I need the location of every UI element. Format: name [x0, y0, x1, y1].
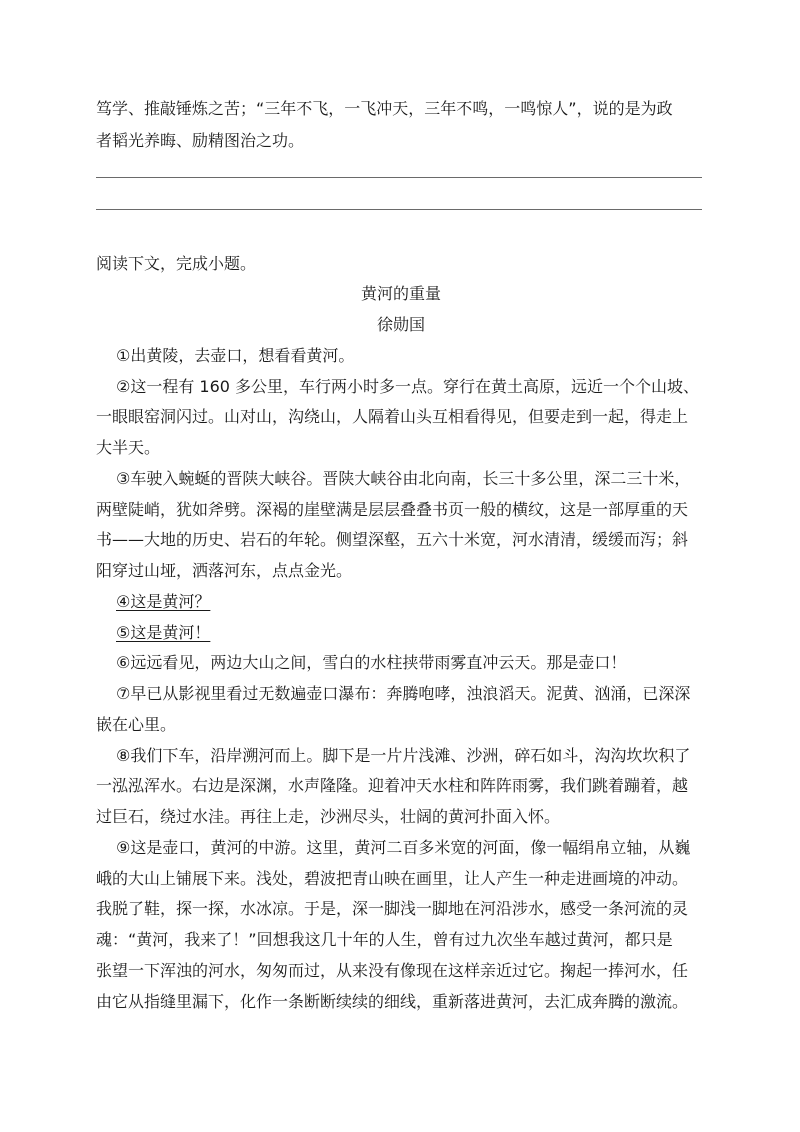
paragraph-line: 魂：“黄河，我来了！”回想我这几十年的人生，曾有过九次坐车越过黄河，都只是 — [96, 930, 673, 949]
paragraph-line: 大半天。 — [96, 438, 161, 457]
paragraph-line: 峨的大山上铺展下来。浅处，碧波把青山映在画里，让人产生一种走进画境的冲动。 — [96, 869, 689, 888]
paragraph-line: 书——大地的历史、岩石的年轮。侧望深壑，五六十米宽，河水清清，缓缓而泻；斜 — [96, 530, 689, 549]
paragraph-line: 张望一下浑浊的河水，匆匆而过，从来没有像现在这样亲近过它。掬起一捧河水，任 — [96, 961, 689, 980]
paragraph-line: 过巨石，绕过水洼。再往上走，沙洲尽头，壮阔的黄河扑面入怀。 — [96, 807, 561, 826]
paragraph-line: 一眼眼窑洞闪过。山对山，沟绕山，人隔着山头互相看得见，但要走到一起，得走上 — [96, 407, 689, 426]
article-title: 黄河的重量 — [360, 284, 441, 303]
article-author: 徐勋国 — [376, 315, 425, 334]
answer-line — [96, 209, 702, 210]
paragraph-line: 由它从指缝里漏下，化作一条断断续续的细线，重新落进黄河，去汇成奔腾的激流。 — [96, 992, 689, 1011]
paragraph-line: ⑦早已从影视里看过无数遍壶口瀑布：奔腾咆哮，浊浪滔天。泥黄、汹涌，已深深 — [116, 684, 691, 703]
passage-line: 笃学、推敲锤炼之苦；“三年不飞，一飞冲天，三年不鸣，一鸣惊人”，说的是为政 — [96, 99, 673, 118]
paragraph-line: 嵌在心里。 — [96, 715, 177, 734]
paragraph-line: ①出黄陵，去壶口，想看看黄河。 — [116, 346, 355, 365]
paragraph-line: ⑨这是壶口，黄河的中游。这里，黄河二百多米宽的河面，像一幅绢帛立轴，从巍 — [116, 838, 691, 857]
paragraph-line: 两壁陡峭，犹如斧劈。深褐的崖壁满是层层叠叠书页一般的横纹，这是一部厚重的天 — [96, 500, 689, 519]
paragraph-line: ②这一程有 160 多公里，车行两小时多一点。穿行在黄土高原，远近一个个山坡、 — [116, 377, 700, 396]
underlined-sentence: ⑤这是黄河！ — [116, 623, 211, 642]
passage-line: 者韬光养晦、励精图治之功。 — [96, 131, 305, 150]
underlined-sentence: ④这是黄河？ — [116, 592, 211, 611]
paragraph-line: ⑧我们下车，沿岸溯河而上。脚下是一片片浅滩、沙洲，碎石如斗，沟沟坎坎积了 — [116, 746, 691, 765]
answer-line — [96, 177, 702, 178]
paragraph-line: 阳穿过山垭，洒落河东，点点金光。 — [96, 561, 353, 580]
paragraph-line: ⑥远远看见，两边大山之间，雪白的水柱挟带雨雾直冲云天。那是壶口！ — [116, 653, 627, 672]
instruction: 阅读下文，完成小题。 — [96, 254, 257, 273]
paragraph-line: 一泓泓浑水。右边是深渊，水声隆隆。迎着冲天水柱和阵阵雨雾，我们跳着蹦着，越 — [96, 776, 689, 795]
paragraph-line: 我脱了鞋，探一探，水冰凉。于是，深一脚浅一脚地在河沿涉水，感受一条河流的灵 — [96, 899, 689, 918]
paragraph-line: ③车驶入蜿蜒的晋陕大峡谷。晋陕大峡谷由北向南，长三十多公里，深二三十米， — [116, 469, 691, 488]
